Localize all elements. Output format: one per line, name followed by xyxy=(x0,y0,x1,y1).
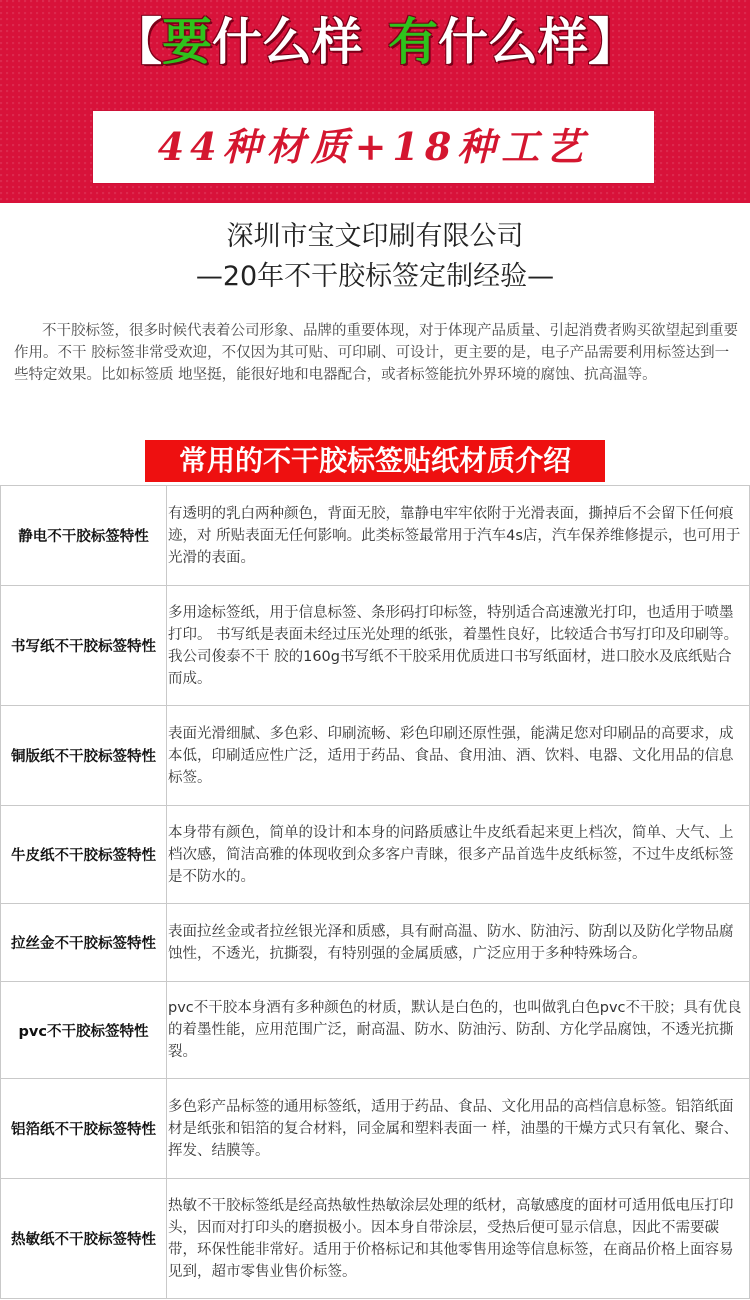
table-row xyxy=(1,1079,750,1179)
material-name: 牛皮纸不干胶标签特性 xyxy=(1,806,167,904)
table-row xyxy=(1,806,750,904)
experience-line: —20年不干胶标签定制经验— xyxy=(195,261,555,292)
table-row xyxy=(1,586,750,706)
material-desc: 本身带有颜色，简单的设计和本身的问路质感让牛皮纸看起来更上档次，简单、大气、上档次感，简洁高雅的体现收到众多客户青睐，很多产品首选牛皮纸标签，不过牛皮纸标签是不防水的。 xyxy=(167,806,750,904)
header-banner xyxy=(0,0,750,203)
material-desc: 有透明的乳白两种颜色，背面无胶，靠静电牢牢依附于光滑表面，撕掉后不会留下任何痕迹，对 所贴表面无任何影响。此类标签最常用于汽车4s店，汽车保养维修提示，也可用于光滑的表面。 xyxy=(167,486,750,586)
material-name: 拉丝金不干胶标签特性 xyxy=(1,904,167,982)
company-name: 深圳市宝文印刷有限公司 xyxy=(226,221,524,252)
table-row xyxy=(1,486,750,586)
slogan-part1: 什么样 xyxy=(212,13,362,71)
table-row xyxy=(1,904,750,982)
material-desc: pvc不干胶本身酒有多种颜色的材质，默认是白色的，也叫做乳白色pvc不干胶；具有优良的着墨性能，应用范围广泛，耐高温、防水、防油污、防刮、方化学品腐蚀，不透光抗撕裂。 xyxy=(167,982,750,1079)
material-name: 铜版纸不干胶标签特性 xyxy=(1,706,167,806)
material-name: 铝箔纸不干胶标签特性 xyxy=(1,1079,167,1179)
material-desc: 多色彩产品标签的通用标签纸，适用于药品、食品、文化用品的高档信息标签。铝箔纸面材是纸张和铝箔的复合材料，同金属和塑料表面一 样，油墨的干燥方式只有氧化、聚合、挥发、结膜等。 xyxy=(167,1079,750,1179)
materials-table xyxy=(0,485,750,1299)
material-name: pvc不干胶标签特性 xyxy=(1,982,167,1079)
section-title: 常用的不干胶标签贴纸材质介绍 xyxy=(145,440,605,482)
material-desc: 表面拉丝金或者拉丝银光泽和质感，具有耐高温、防水、防油污、防刮以及防化学物品腐蚀性，不透光，抗撕裂，有特别强的金属质感，广泛应用于多种特殊场合。 xyxy=(167,904,750,982)
slogan-part2: 什么样 xyxy=(438,13,588,71)
slogan-bracket-left: 【 xyxy=(112,13,162,71)
slogan-word-yao: 要 xyxy=(162,13,212,71)
material-name: 热敏纸不干胶标签特性 xyxy=(1,1179,167,1299)
material-name: 书写纸不干胶标签特性 xyxy=(1,586,167,706)
material-desc: 热敏不干胶标签纸是经高热敏性热敏涂层处理的纸材，高敏感度的面材可适用低电压打印头，因而对打印头的磨损极小。因本身自带涂层，受热后便可显示信息，因此不需要碳带，环保性能非常好。适用于价格标记和其他零售用途等信息标签，在商品价格上面容易见到，超市零售业售价标签。 xyxy=(167,1179,750,1299)
slogan-word-you: 有 xyxy=(388,13,438,71)
slogan-bracket-right: 】 xyxy=(588,13,638,71)
intro-paragraph: 不干胶标签，很多时候代表着公司形象、品牌的重要体现，对于体现产品质量、引起消费者购买欲望起到重要作用。不干 胶标签非常受欢迎，不仅因为其可贴、可印刷、可设计，更主要的是，电子产品需要利用标签达到一些特定效果。比如标签质 地坚挺，能很好地和电器配合，或者标签能抗外界环境的腐蚀、抗高温等。 xyxy=(14,323,738,383)
subtitle-text: 44种材质+18种工艺 xyxy=(157,124,590,169)
material-name: 静电不干胶标签特性 xyxy=(1,486,167,586)
table-row xyxy=(1,706,750,806)
table-row xyxy=(1,1179,750,1299)
material-desc: 表面光滑细腻、多色彩、印刷流畅、彩色印刷还原性强，能满足您对印刷品的高要求，成本低，印刷适应性广泛，适用于药品、食品、食用油、酒、饮料、电器、文化用品的信息标签。 xyxy=(167,706,750,806)
subtitle-box xyxy=(93,111,654,183)
material-desc: 多用途标签纸，用于信息标签、条形码打印标签，特别适合高速激光打印，也适用于喷墨打印。 书写纸是表面未经过压光处理的纸张，着墨性良好，比较适合书写打印及印刷等。我公司俊泰不干 胶的160g书写纸不干胶采用优质进口书写纸面材，进口胶水及底纸贴合而成。 xyxy=(167,586,750,706)
slogan xyxy=(0,10,750,74)
table-row xyxy=(1,982,750,1079)
